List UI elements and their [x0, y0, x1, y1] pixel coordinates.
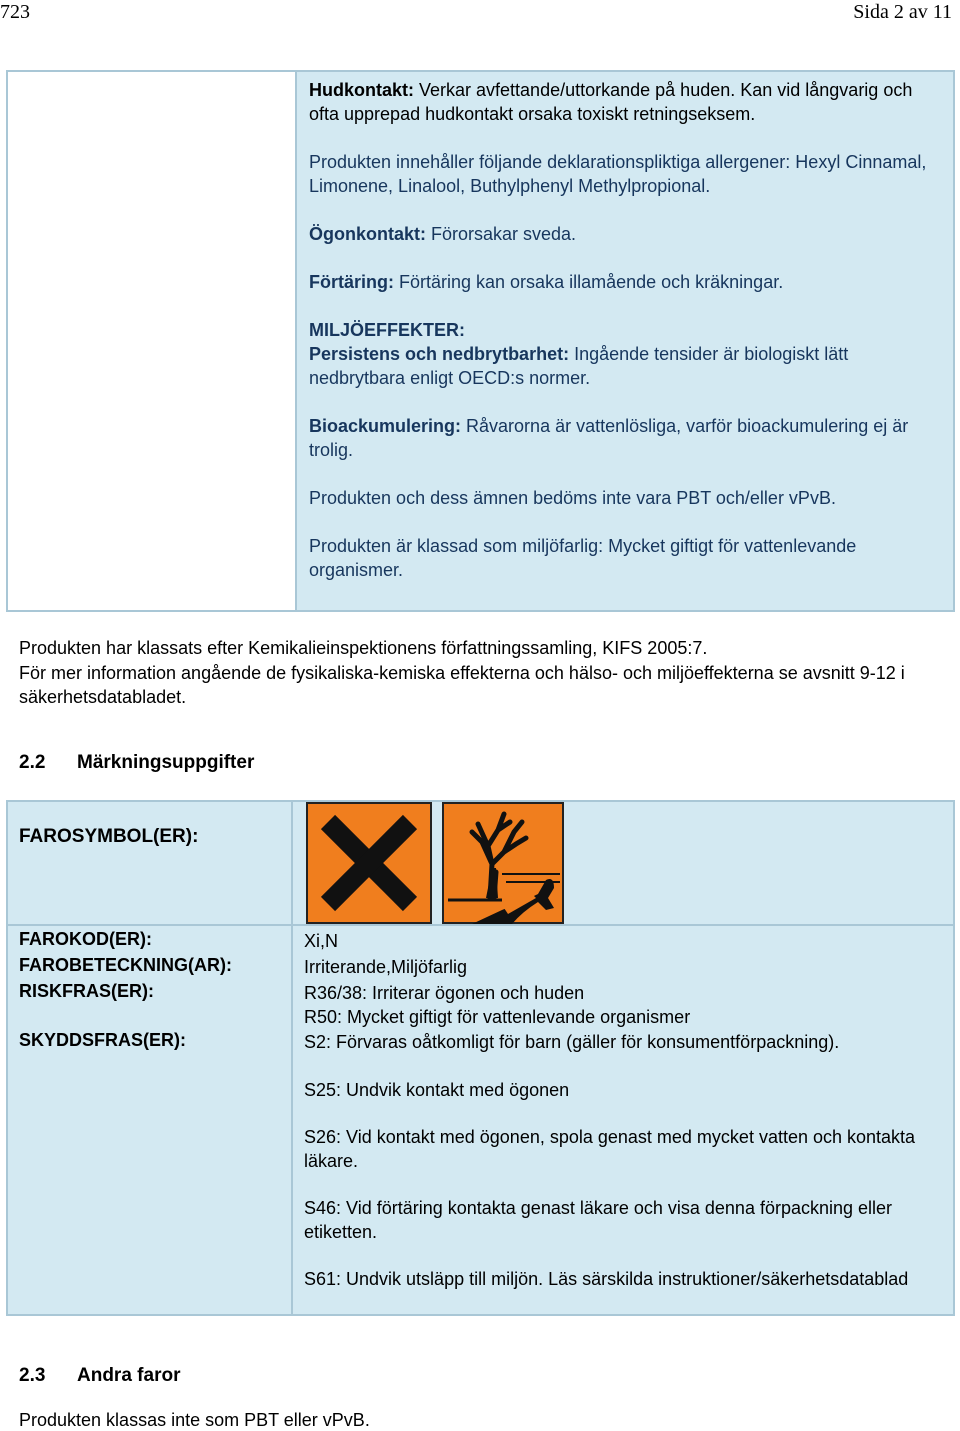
eye-contact-label: Ögonkontakt: — [309, 224, 426, 244]
skin-contact-label: Hudkontakt: — [309, 80, 414, 100]
table-divider — [6, 924, 955, 926]
farobeteckning-value: Irriterande,Miljöfarlig — [304, 957, 468, 977]
riskfras-value: R50: Mycket giftigt för vattenlevande organismer — [304, 1007, 691, 1027]
persistence-text: Ingående tensider är biologiskt lätt nedbrytbara enligt OECD:s normer. — [309, 344, 849, 388]
section-title: Andra faror — [77, 1365, 181, 1386]
section-number: 2.3 — [19, 1365, 46, 1386]
environment-heading: MILJÖEFFEKTER: — [309, 320, 465, 340]
other-hazards-text: Produkten klassas inte som PBT eller vPvB. — [19, 1410, 370, 1430]
page-of: Sida 2 av 11 — [853, 1, 952, 23]
ingestion-text: Förtäring kan orsaka illamående och kräkningar. — [394, 272, 784, 292]
skyddsfras-value: S2: Förvaras oåtkomligt för barn (gäller för konsumentförpackning). — [304, 1032, 840, 1052]
classification-block — [19, 636, 949, 710]
persistence-label: Persistens och nedbrytbarhet: — [309, 344, 570, 364]
harmful-x-icon — [306, 802, 432, 924]
allergens-paragraph: Produkten innehåller följande deklarationspliktiga allergener: Hexyl Cinnamal, Limonene, Linalool, Buthylphenyl Methylpropional. — [309, 152, 927, 196]
farosymbol-label: FAROSYMBOL(ER): — [19, 826, 199, 847]
riskfras-label: RISKFRAS(ER): — [19, 981, 154, 1001]
page-number: 723 — [0, 1, 30, 23]
classification-text: Produkten har klassats efter Kemikalieinspektionens författningssamling, KIFS 2005:7. — [19, 638, 708, 658]
skyddsfras-value: S26: Vid kontakt med ögonen, spola genast med mycket vatten och kontakta läkare. — [304, 1127, 916, 1171]
eye-contact-paragraph — [309, 222, 941, 246]
labelling-labels-cell — [6, 800, 293, 1316]
section-heading-2-3 — [19, 1365, 180, 1387]
skyddsfras-value: S25: Undvik kontakt med ögonen — [304, 1080, 570, 1100]
riskfras-value: R36/38: Irriterar ögonen och huden — [304, 983, 585, 1003]
eye-contact-text: Förorsakar sveda. — [426, 224, 577, 244]
skin-contact-paragraph — [309, 78, 941, 126]
bioaccumulation-paragraph — [309, 414, 941, 462]
environment-paragraph — [309, 318, 941, 390]
farokod-value: Xi,N — [304, 931, 339, 951]
skyddsfras-value: S61: Undvik utsläpp till miljön. Läs särskilda instruktioner/säkerhetsdatablad — [304, 1269, 909, 1289]
pbt-paragraph: Produkten och dess ämnen bedöms inte vara PBT och/eller vPvB. — [309, 488, 836, 508]
skin-contact-text: Verkar avfettande/uttorkande på huden. Kan vid långvarig och ofta upprepad hudkontakt orsaka toxiskt retningseksem. — [309, 80, 913, 124]
bioaccumulation-text: Råvarorna är vattenlösliga, varför bioackumulering ej är trolig. — [309, 416, 909, 460]
more-info-text: För mer information angående de fysikaliska-kemiska effekterna och hälso- och miljöeffekterna se avsnitt 9-12 i säkerhetsdatabladet. — [19, 662, 905, 707]
skyddsfras-value: S46: Vid förtäring kontakta genast läkare och visa denna förpackning eller etiketten. — [304, 1198, 893, 1242]
empty-left-cell — [6, 70, 297, 612]
section-number: 2.2 — [19, 752, 46, 773]
ingestion-paragraph — [309, 270, 941, 294]
bioaccumulation-label: Bioackumulering: — [309, 416, 462, 436]
section-title: Märkningsuppgifter — [77, 752, 255, 773]
hazard-box — [295, 70, 955, 612]
section-heading-2-2 — [19, 752, 254, 774]
environment-hazard-icon — [442, 802, 564, 924]
farobeteckning-label: FAROBETECKNING(AR): — [19, 955, 232, 975]
ingestion-label: Förtäring: — [309, 272, 394, 292]
environment-class-paragraph: Produkten är klassad som miljöfarlig: Mycket giftigt för vattenlevande organismer. — [309, 536, 857, 580]
skyddsfras-label: SKYDDSFRAS(ER): — [19, 1030, 187, 1050]
farokod-label: FAROKOD(ER): — [19, 929, 152, 949]
